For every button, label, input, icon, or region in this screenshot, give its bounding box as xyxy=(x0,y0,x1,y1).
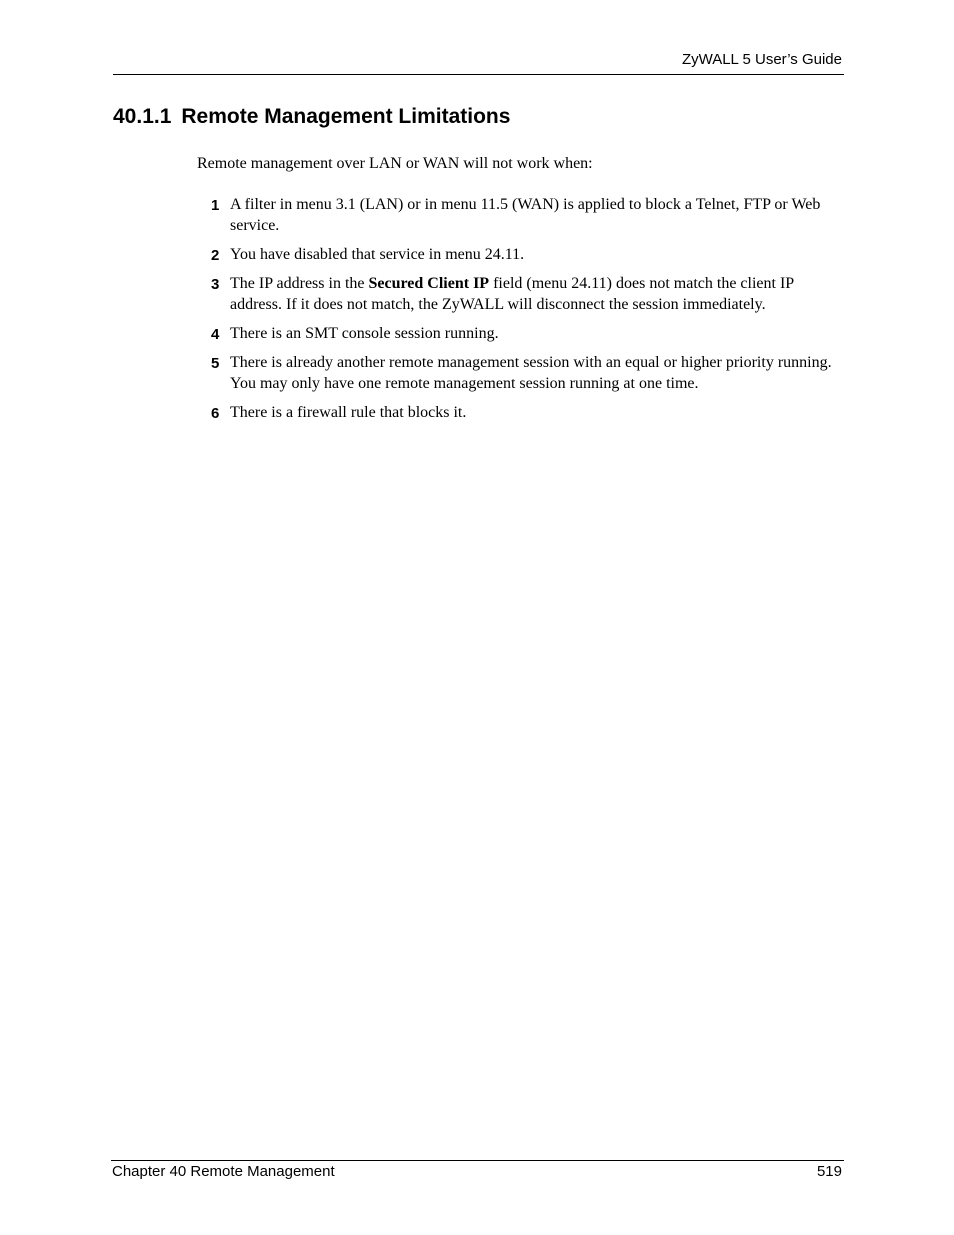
step-text-after: field (menu 24.11) does not match the client IP address. If it does not match, the ZyWALL will disconnect the session immediately. xyxy=(230,275,794,313)
list-item xyxy=(211,273,841,315)
page-number: 519 xyxy=(816,1163,842,1180)
step-text-before: The IP address in the xyxy=(230,275,369,292)
step-number: 4 xyxy=(211,326,220,343)
list-item xyxy=(211,194,841,236)
page-footer xyxy=(111,1160,844,1185)
list-item xyxy=(211,352,841,394)
step-text: You have disabled that service in menu 24.11. xyxy=(230,246,525,263)
secured-client-ip-term: Secured Client IP xyxy=(368,275,490,292)
intro-paragraph: Remote management over LAN or WAN will not work when: xyxy=(197,155,593,172)
step-text: There is a firewall rule that blocks it. xyxy=(230,404,467,421)
footer-chapter: Chapter 40 Remote Management xyxy=(112,1163,335,1180)
step-number: 3 xyxy=(211,276,220,293)
step-text: There is an SMT console session running. xyxy=(230,325,499,342)
step-text: There is already another remote management session with an equal or higher priority running. You may only have one remote management session running at one time. xyxy=(230,354,832,392)
list-item xyxy=(211,402,841,423)
section-heading xyxy=(113,105,510,129)
section-title: Remote Management Limitations xyxy=(181,105,511,128)
step-number: 2 xyxy=(211,247,220,264)
header-title: ZyWALL 5 User’s Guide xyxy=(681,51,842,68)
page-header xyxy=(113,50,844,75)
list-item xyxy=(211,244,841,265)
step-text: A filter in menu 3.1 (LAN) or in menu 11.5 (WAN) is applied to block a Telnet, FTP or Web service. xyxy=(230,196,821,234)
section-number: 40.1.1 xyxy=(113,105,172,128)
step-number: 1 xyxy=(211,197,220,214)
limitations-list xyxy=(211,194,841,431)
list-item xyxy=(211,323,841,344)
step-number: 6 xyxy=(211,405,220,422)
step-number: 5 xyxy=(211,355,220,372)
